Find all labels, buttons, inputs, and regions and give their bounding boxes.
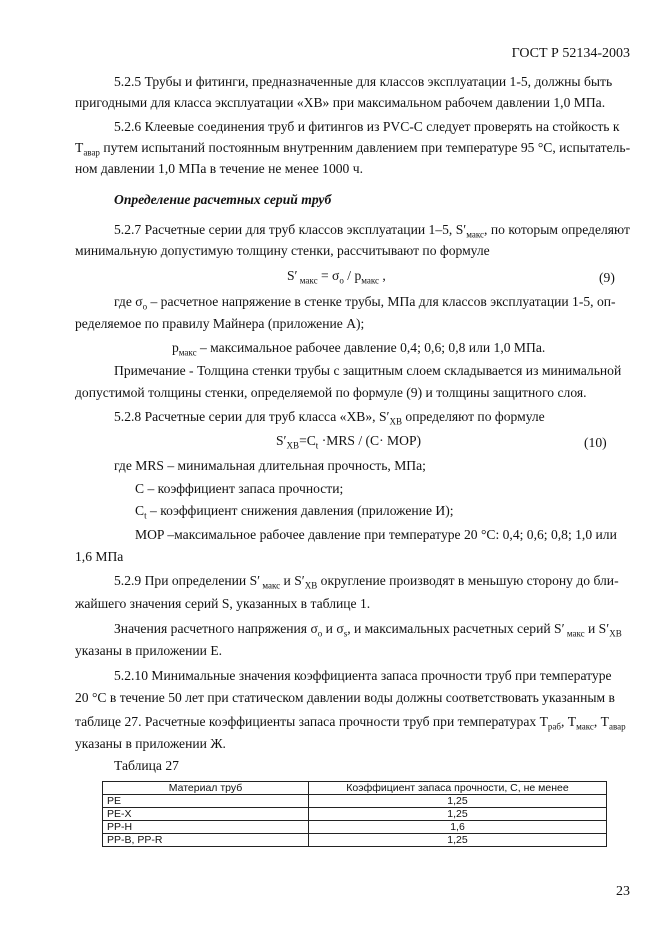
paragraph-5-2-8-line1: 5.2.8 Расчетные серии для труб класса «ХВ», $S'_{ХВ}$ определяют по формуле bbox=[114, 409, 545, 427]
table-cell-value: 1,25 bbox=[309, 808, 607, 821]
table-row bbox=[103, 808, 607, 821]
note-line1: Примечание - Толщина стенки трубы с защитным слоем складывается из минимальной bbox=[114, 363, 622, 378]
table-27 bbox=[102, 781, 607, 847]
where-mop: MOP –максимальное рабочее давление при температуре 20 °С: 0,4; 0,6; 0,8; 1,0 или bbox=[135, 527, 617, 542]
where-mrs: где MRS – минимальная длительная прочность, МПа; bbox=[114, 458, 426, 473]
paragraph-5-2-10-line1: 5.2.10 Минимальные значения коэффициента запаса прочности труб при температуре bbox=[114, 668, 612, 683]
where-mop-cont: 1,6 МПа bbox=[75, 549, 124, 564]
table-cell-material: PE-X bbox=[103, 808, 309, 821]
table-cell-value: 1,25 bbox=[309, 795, 607, 808]
paragraph-5-2-6-line2: $T_{авар}$ путем испытаний постоянным внутренним давлением при температуре 95 °С, испытатель- bbox=[75, 140, 631, 158]
paragraph-5-2-5-line1: 5.2.5 Трубы и фитинги, предназначенные для классов эксплуатации 1-5, должны быть bbox=[114, 74, 613, 89]
where-c: C – коэффициент запаса прочности; bbox=[135, 481, 344, 496]
table-header-coefficient: Коэффициент запаса прочности, С, не менее bbox=[309, 782, 607, 795]
note-line2: допустимой толщины стенки, определяемой по формуле (9) и толщины защитного слоя. bbox=[75, 385, 587, 400]
paragraph-5-2-10-line3: таблице 27. Расчетные коэффициенты запаса прочности труб при температурах $T_{раб}$, $T_{макс}$, $T_{авар}$ bbox=[75, 714, 626, 732]
paragraph-5-2-9-line2: жайшего значения серий S, указанных в таблице 1. bbox=[75, 596, 371, 611]
where-ct: $C_t$ – коэффициент снижения давления (приложение И); bbox=[135, 503, 454, 521]
table-caption: Таблица 27 bbox=[114, 758, 179, 773]
table-header-material: Материал труб bbox=[103, 782, 309, 795]
table-cell-value: 1,25 bbox=[309, 834, 607, 847]
paragraph-5-2-6-line1: 5.2.6 Клеевые соединения труб и фитингов из PVC-C следует проверять на стойкость к bbox=[114, 119, 620, 134]
table-header-row bbox=[103, 782, 607, 795]
paragraph-5-2-6-line3: ном давлении 1,0 МПа в течение не менее 1000 ч. bbox=[75, 161, 363, 176]
where-pmax: $p_{макс}$ – максимальное рабочее давление 0,4; 0,6; 0,8 или 1,0 МПа. bbox=[172, 340, 546, 358]
paragraph-5-2-7-line1: 5.2.7 Расчетные серии для труб классов эксплуатации 1–5, $S'_{макс}$, по которым определяют bbox=[114, 222, 630, 240]
table-row bbox=[103, 834, 607, 847]
table-cell-material: PE bbox=[103, 795, 309, 808]
paragraph-5-2-7-line2: минимальную допустимую толщину стенки, рассчитывают по формуле bbox=[75, 243, 490, 258]
formula-10: $S'_{ХВ}=C_t \cdot MRS / (C\cdot MOP)$ bbox=[276, 433, 422, 451]
equation-number-9: (9) bbox=[599, 270, 615, 285]
paragraph-5-2-9-line1: 5.2.9 При определении S′ $_{макс}$ и $S'_{ХВ}$ округление производят в меньшую сторону до бли- bbox=[114, 573, 619, 591]
paragraph-5-2-10-line2: 20 °С в течение 50 лет при статическом давлении воды должны соответствовать указанным в bbox=[75, 690, 615, 705]
where-sigma-cont: ределяемое по правилу Майнера (приложение А); bbox=[75, 316, 365, 331]
table-cell-material: PP-H bbox=[103, 821, 309, 834]
paragraph-5-2-5-line2: пригодными для класса эксплуатации «ХВ» при максимальном рабочем давлении 1,0 МПа. bbox=[75, 95, 606, 110]
table-row bbox=[103, 795, 607, 808]
table-cell-material: PP-B, PP-R bbox=[103, 834, 309, 847]
table-cell-value: 1,6 bbox=[309, 821, 607, 834]
paragraph-5-2-10-line4: указаны в приложении Ж. bbox=[75, 736, 226, 751]
paragraph-5-2-9-line4: указаны в приложении Е. bbox=[75, 643, 223, 658]
document-header: ГОСТ Р 52134-2003 bbox=[511, 46, 630, 61]
formula-9: S′ $_{макс} = \sigma_o / p_{макс}$ , bbox=[287, 268, 386, 286]
table-row bbox=[103, 821, 607, 834]
section-heading: Определение расчетных серий труб bbox=[114, 192, 332, 207]
where-sigma: где $\sigma_o$ – расчетное напряжение в стенке трубы, МПа для классов эксплуатации 1-5, оп- bbox=[114, 294, 616, 312]
equation-number-10: (10) bbox=[584, 435, 607, 450]
paragraph-5-2-9-line3: Значения расчетного напряжения $\sigma_o$ и $\sigma_s$, и максимальных расчетных серий S′ $_{макс}$ и $S'_{ХВ}$ bbox=[114, 621, 622, 639]
page-number: 23 bbox=[616, 884, 630, 899]
